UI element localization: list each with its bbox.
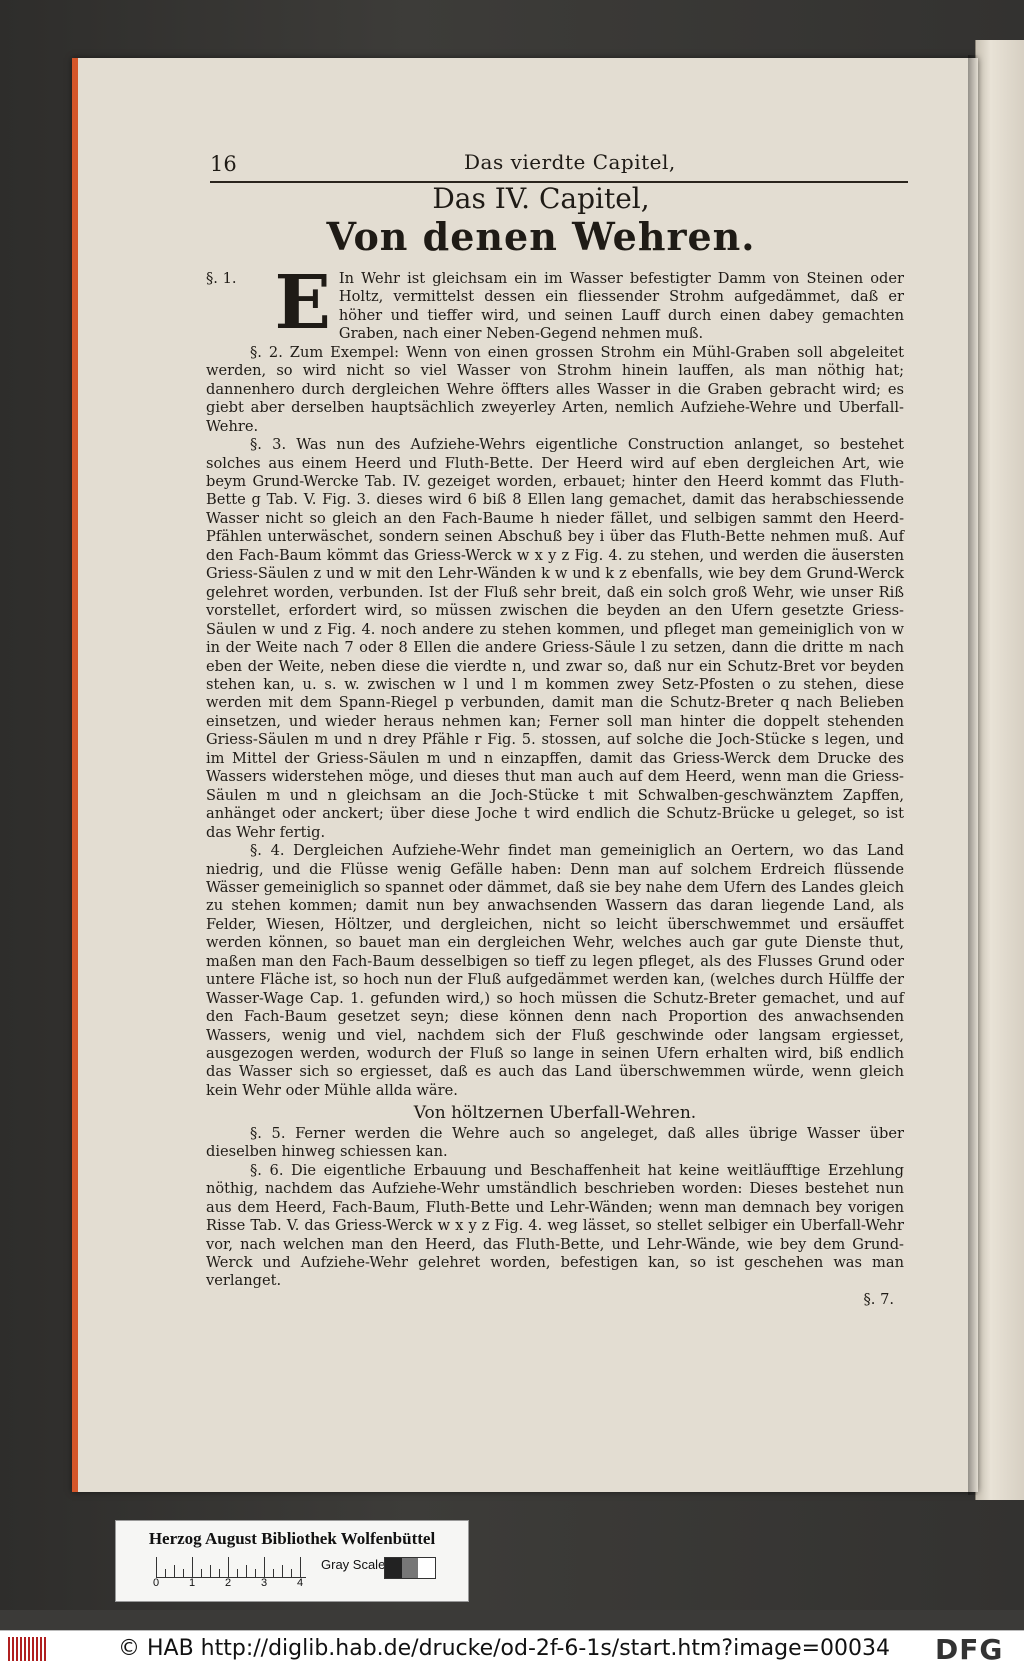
hab-logo-icon [8,1637,48,1661]
ruler-tick [201,1569,202,1577]
ruler-number: 2 [225,1577,232,1589]
dfg-logo: DFG [935,1633,1004,1666]
institution-name: Herzog August Bibliothek Wolfenbüttel [148,1529,436,1548]
running-head: Das vierdte Capitel, [464,150,676,174]
ruler-tick [300,1557,301,1577]
paragraph-1: §. 1. E In Wehr ist gleichsam ein im Wasser befestigter Damm von Steinen oder Holtz, vermittelst dessen ein fliessender Strohm aufgedämmet, daß er höher und tieffer wird, und seinen Lauff durch einen dabey gemachten Graben, nach einer Neben-Gegend nehmen muß. [206,260,904,346]
subheading: Von höltzernen Uberfall-Wehren. [413,1103,697,1124]
ruler [156,1557,306,1578]
paragraph-2: §. 2. Zum Exempel: Wenn von einen grossen Strohm ein Mühl-Graben soll abgeleitet werden, so wird nicht so viel Wasser von Strohm hinein lauffen, als man nöthig hat; dannenhero durch dergleichen Wehre öffters alles Wasser in die Graben gebracht wird; es giebt aber derselben hauptsächlich zweyerley Arten, nemlich Aufziehe-Wehre und Uberfall-Wehre. [206,343,904,435]
ruler-tick [291,1569,292,1577]
ruler-tick [156,1557,157,1577]
ruler-tick [219,1569,220,1577]
ruler-tick [246,1565,247,1577]
drop-cap: E [274,260,331,346]
ruler-tick [228,1557,229,1577]
section-marker: §. 1. [206,270,237,287]
ruler-tick [183,1569,184,1577]
page-body [206,260,904,1309]
gray-scale-swatches [384,1557,436,1579]
footer-bar [0,1630,1024,1668]
paragraph-6: §. 6. Die eigentliche Erbauung und Beschaffenheit hat keine weitläufftige Erzehlung nöthig, nachdem das Aufziehe-Wehr umständlich beschrieben worden: Dieses bestehet nun aus dem Heerd, Fach-Baum, Fluth-Bette und Lehr-Wänden; wenn man demnach bey vorigen Risse Tab. V. das Griess-Werck w x y z Fig. 4. weg lässet, so stellet selbiger ein Uberfall-Wehr vor, nach welchen man den Heerd, das Fluth-Bette, und Lehr-Wände, wie bey dem Grund-Werck und Aufziehe-Wehr gelehret worden, befestigen kan, so ist geschehen was man verlanget. [206,1161,904,1290]
ruler-tick [174,1565,175,1577]
catchword: §. 7. [863,1290,894,1308]
chapter-heading: Das IV. Capitel, [432,182,650,215]
ruler-number: 0 [153,1577,160,1589]
color-scale-card [115,1520,469,1602]
ruler-number: 3 [261,1577,268,1589]
paragraph-5: §. 5. Ferner werden die Wehre auch so angeleget, daß alles übrige Wasser über dieselben hinweg schiessen kan. [206,1124,904,1161]
book-right-pages [975,40,1024,1500]
gray-scale-label: Gray Scale [321,1557,386,1572]
paragraph-3: §. 3. Was nun des Aufziehe-Wehrs eigentliche Construction anlanget, so bestehet solches aus einem Heerd und Fluth-Bette. Der Heerd wird auf eben dergleichen Art, wie beym Grund-Wercke Tab. IV. gezeiget worden, erbauet; hinter den Heerd kommt das Fluth-Bette g Tab. V. Fig. 3. dieses wird 6 biß 8 Ellen lang gemachet, damit das herabschiessende Wasser nicht so gleich an den Fach-Baume h nieder fället, und selbigen sammt den Heerd-Pfählen unterwäschet, sondern seinen Abschuß bey i über das Fluth-Bette nehmen muß. Auf den Fach-Baum kömmt das Griess-Werck w x y z Fig. 4. zu stehen, und werden die äusersten Griess-Säulen z und w mit den Lehr-Wänden k w und k z ebenfalls, wie bey dem Grund-Werck gelehret worden, verbunden. Ist der Fluß sehr breit, daß ein solch groß Wehr, wie unser Riß vorstellet, erfordert wird, so müssen zwischen die beyden an den Ufern gesetzte Griess-Säulen w und z Fig. 4. noch andere zu stehen kommen, und pfleget man gemeiniglich von w in der Weite nach 7 oder 8 Ellen die andere Griess-Säule l zu setzen, dann die dritte m nach eben der Weite, neben diese die vierdte n, und zwar so, daß nur ein Schutz-Bret vor beyden stehen kan, u. s. w. zwischen w l und l m kommen zwey Setz-Pfosten o zu stehen, diese werden mit dem Spann-Riegel p verbunden, damit man die Schutz-Breter q nach Belieben einsetzen, und wieder heraus nehmen kan; Ferner soll man hinter die doppelt stehenden Griess-Säulen m und n drey Pfähle r Fig. 5. stossen, auf solche die Joch-Stücke s legen, und im Mittel der Griess-Säulen m und n einzapffen, damit das Griess-Werck dem Drucke des Wassers widerstehen möge, und dieses thut man auch auf dem Heerd, wenn man die Griess-Säulen m und n gleichsam an die Joch-Stücke t mit Schwalben-geschwänztem Zapffen, anhänget oder anckert; über diese Joche t wird endlich die Schutz-Brücke u geleget, so ist das Wehr fertig. [206,436,904,841]
ruler-tick [264,1557,265,1577]
ruler-number: 4 [297,1577,304,1589]
ruler-tick [237,1569,238,1577]
ruler-number: 1 [189,1577,196,1589]
paragraph-4: §. 4. Dergleichen Aufziehe-Wehr findet man gemeiniglich an Oertern, wo das Land niedrig, und die Flüsse wenig Gefälle haben: Denn man auf solchem Erdreich flüssende Wässer gemeiniglich so spannet oder dämmet, daß sie bey nahe dem Ufern des Landes gleich zu stehen kommen; damit nun bey anwachsenden Wassern das daran liegende Land, als Felder, Wiesen, Höltzer, und dergleichen, nicht so leicht überschwemmet und ersäuffet werden können, so bauet man ein dergleichen Wehr, welches auch gar gute Dienste thut, maßen man den Fach-Baum desselbigen so tieff zu legen pfleget, als des Flusses Grund oder untere Fläche ist, so hoch nun der Fluß aufgedämmet werden kan, (welches durch Hülffe der Wasser-Wage Cap. 1. gefunden wird,) so hoch müssen die Schutz-Breter gemachet, und auf den Fach-Baum gesetzet seyn; diese können denn nach Proportion des anwachsenden Wassers, wenig und viel, nachdem sich der Fluß geschwinde oder langsam ergiesset, ausgezogen werden, wodurch der Fluß so lange in seinen Ufern erhalten wird, biß endlich das Wasser sich so ergiesset, daß es auch das Land überschwemmen würde, wenn gleich kein Wehr oder Mühle allda wäre. [206,842,904,1099]
ruler-tick [282,1565,283,1577]
gutter-shadow [968,55,978,1495]
ruler-tick [210,1565,211,1577]
ruler-tick [255,1569,256,1577]
ruler-tick [165,1569,166,1577]
ruler-tick [273,1569,274,1577]
ruler-tick [192,1557,193,1577]
page-edge [72,58,78,1492]
chapter-title: Von denen Wehren. [326,214,756,259]
copyright-link[interactable]: © HAB http://diglib.hab.de/drucke/od-2f-6-1s/start.htm?image=00034 [118,1636,891,1661]
page-number: 16 [210,152,237,176]
